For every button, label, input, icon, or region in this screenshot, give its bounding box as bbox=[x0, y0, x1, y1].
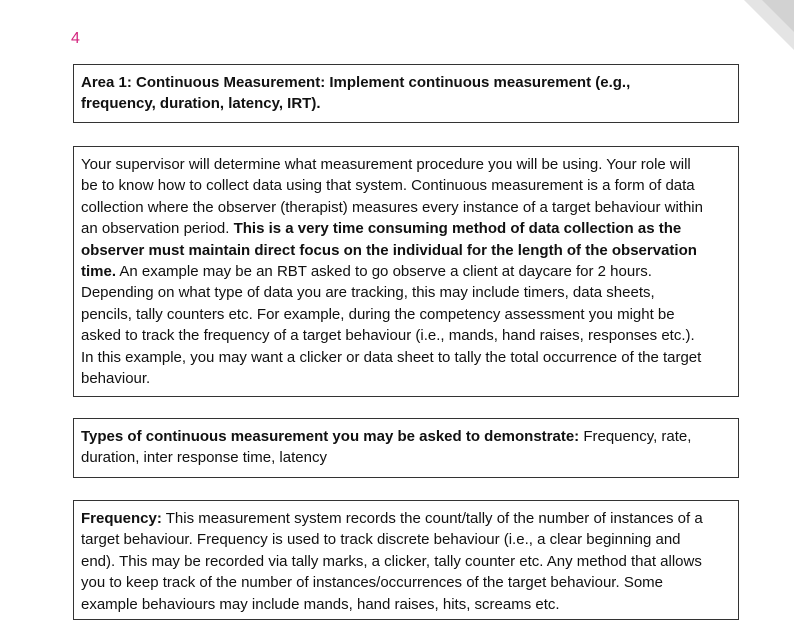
text: be to know how to collect data using that system. Continuous measurement is a form of data bbox=[81, 177, 695, 195]
intro-line bbox=[81, 261, 738, 282]
intro-line bbox=[81, 304, 738, 325]
intro-line bbox=[81, 175, 738, 196]
frequency-line bbox=[81, 594, 738, 615]
text: example behaviours may include mands, hand raises, hits, screams etc. bbox=[81, 595, 560, 613]
bold-text: time. bbox=[81, 263, 117, 281]
bold-text: This is a very time consuming method of data collection as the bbox=[233, 220, 682, 238]
text: Depending on what type of data you are tracking, this may include timers, data sheets, bbox=[81, 284, 655, 302]
text: an observation period. bbox=[81, 220, 234, 238]
text: This measurement system records the count/tally of the number of instances of a bbox=[161, 510, 703, 527]
bold-text: Types of continuous measurement you may be asked to demonstrate: bbox=[81, 428, 580, 445]
intro-line bbox=[81, 347, 738, 368]
intro-line bbox=[81, 282, 738, 303]
text: Your supervisor will determine what measurement procedure you will be using. Your role will bbox=[81, 156, 691, 173]
page-number: 4 bbox=[71, 30, 80, 47]
intro-line bbox=[81, 197, 738, 218]
area-heading-line bbox=[81, 93, 738, 114]
bold-text: Area 1: Continuous Measurement: Implement continuous measurement (e.g., bbox=[81, 74, 631, 91]
area-heading-box bbox=[73, 64, 739, 123]
frequency-line bbox=[81, 529, 738, 550]
types-line bbox=[81, 426, 738, 447]
bold-text: Frequency: bbox=[81, 510, 162, 527]
area-heading-line bbox=[81, 72, 738, 93]
intro-line bbox=[81, 154, 738, 175]
intro-line bbox=[81, 368, 738, 389]
text: duration, inter response time, latency bbox=[81, 449, 327, 467]
intro-line bbox=[81, 240, 738, 261]
frequency-line bbox=[81, 508, 738, 529]
text: collection where the observer (therapist) measures every instance of a target behaviour within bbox=[81, 198, 703, 216]
bold-text: frequency, duration, latency, IRT). bbox=[81, 95, 321, 113]
text: end). This may be recorded via tally marks, a clicker, tally counter etc. Any method that allows bbox=[81, 552, 702, 570]
text: Frequency, rate, bbox=[579, 428, 692, 445]
intro-paragraph-box bbox=[73, 146, 739, 397]
text: behaviour. bbox=[81, 370, 151, 388]
text: In this example, you may want a clicker or data sheet to tally the total occurrence of the target bbox=[81, 348, 702, 366]
text: target behaviour. Frequency is used to track discrete behaviour (i.e., a clear beginning and bbox=[81, 531, 681, 549]
text: An example may be an RBT asked to go observe a client at daycare for 2 hours. bbox=[116, 263, 652, 281]
frequency-line bbox=[81, 551, 738, 572]
types-line bbox=[81, 447, 738, 468]
frequency-line bbox=[81, 572, 738, 593]
types-box bbox=[73, 418, 739, 478]
intro-line bbox=[81, 325, 738, 346]
bold-text: observer must maintain direct focus on the individual for the length of the observation bbox=[81, 241, 697, 259]
text: you to keep track of the number of instances/occurrences of the target behaviour. Some bbox=[81, 574, 663, 592]
page-corner-fold bbox=[744, 0, 794, 50]
intro-line bbox=[81, 218, 738, 239]
text: pencils, tally counters etc. For example, during the competency assessment you might be bbox=[81, 305, 675, 323]
text: asked to track the frequency of a target behaviour (i.e., mands, hand raises, responses etc.). bbox=[81, 327, 695, 345]
frequency-box bbox=[73, 500, 739, 620]
